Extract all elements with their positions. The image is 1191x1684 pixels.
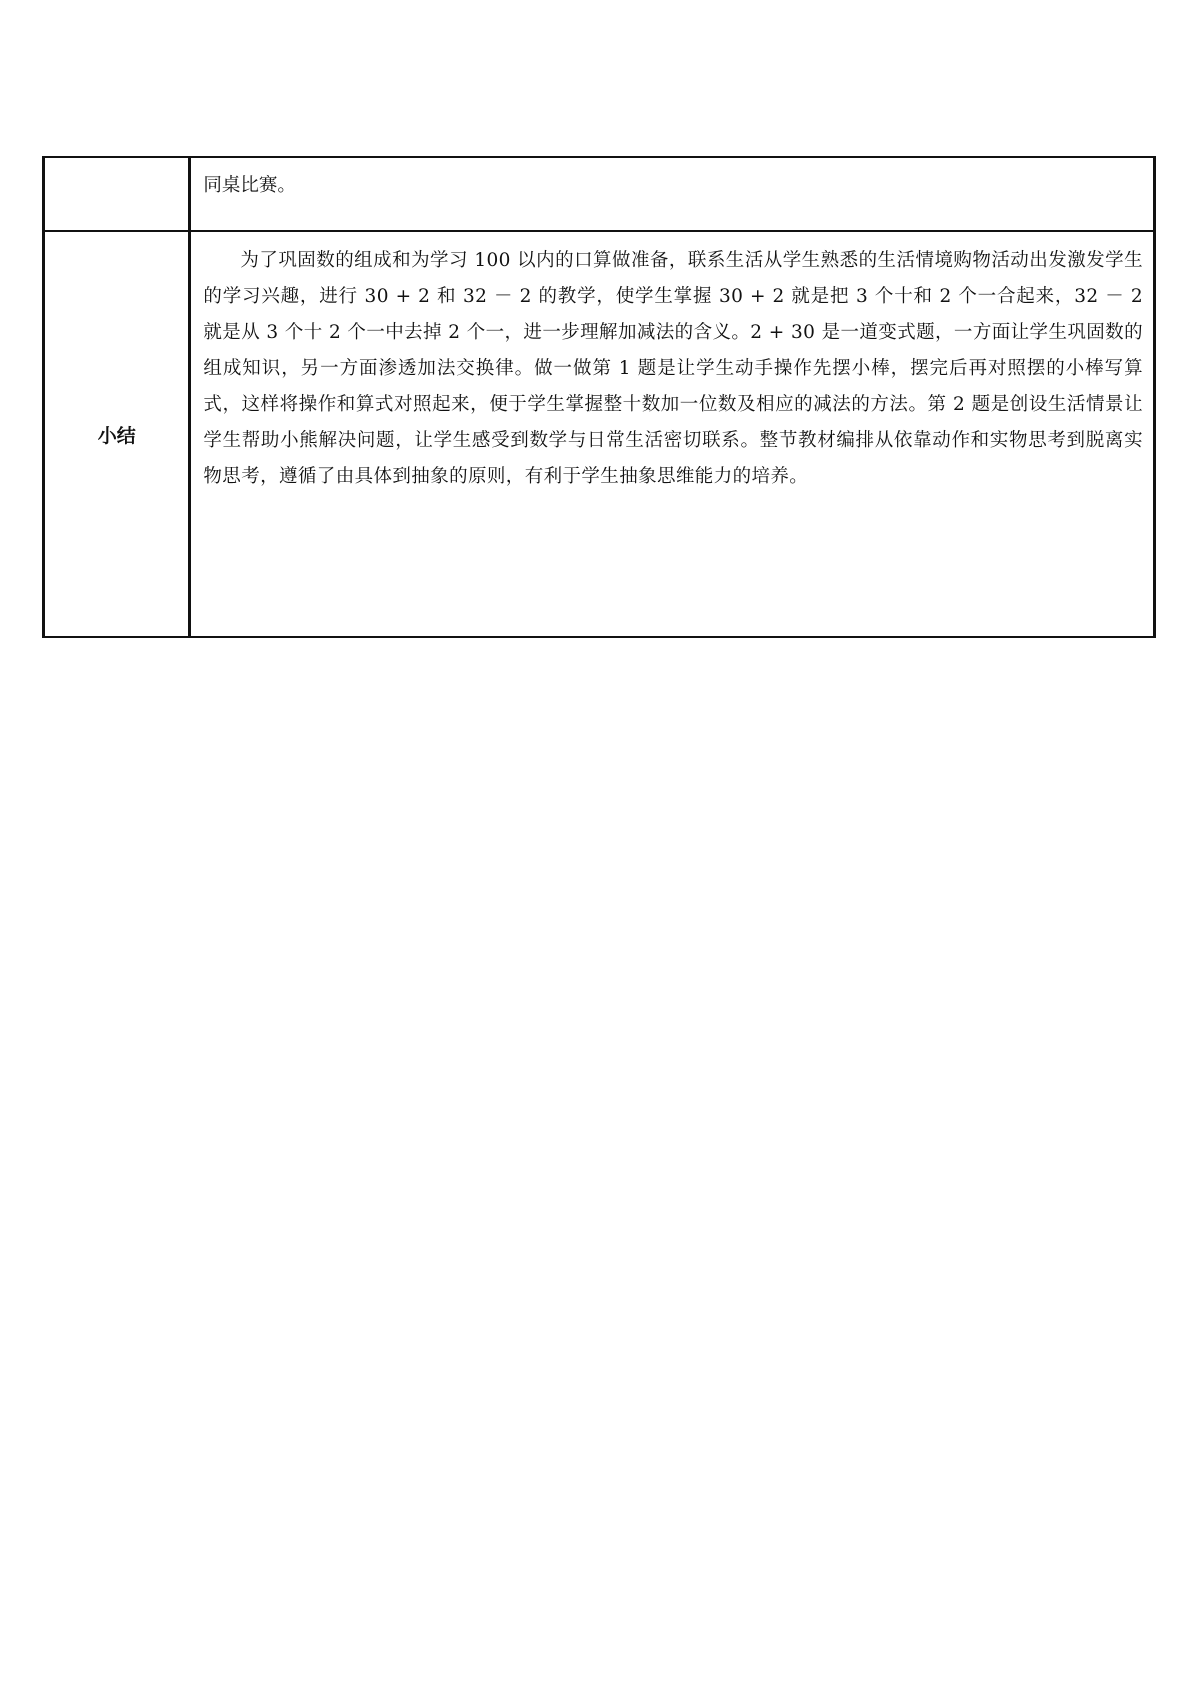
- row-label-cell: [44, 157, 190, 231]
- table-row: [44, 157, 1155, 231]
- summary-content-cell: [190, 231, 1155, 637]
- lesson-plan-table: [42, 156, 1156, 638]
- table-row: [44, 231, 1155, 637]
- summary-label-cell: [44, 231, 190, 637]
- summary-label: 小结: [97, 424, 136, 447]
- row-content-text: 同桌比赛。: [203, 175, 296, 196]
- summary-paragraph: 为了巩固数的组成和为学习 100 以内的口算做准备，联系生活从学生熟悉的生活情境购物活动出发激发学生的学习兴趣，进行 30 + 2 和 32 － 2 的教学，使学生掌握 30 + 2 就是把 3 个十和 2 个一合起来，32 － 2 就是从 3 个十 2 个一中去掉 2 个一，进一步理解加减法的含义。2 + 30 是一道变式题，一方面让学生巩固数的组成知识，另一方面渗透加法交换律。做一做第 1 题是让学生动手操作先摆小棒，摆完后再对照摆的小棒写算式，这样将操作和算式对照起来，便于学生掌握整十数加一位数及相应的减法的方法。第 2 题是创设生活情景让学生帮助小熊解决问题，让学生感受到数学与日常生活密切联系。整节教材编排从依靠动作和实物思考到脱离实物思考，遵循了由具体到抽象的原则，有利于学生抽象思维能力的培养。: [203, 250, 1143, 487]
- row-content-cell: [190, 157, 1155, 231]
